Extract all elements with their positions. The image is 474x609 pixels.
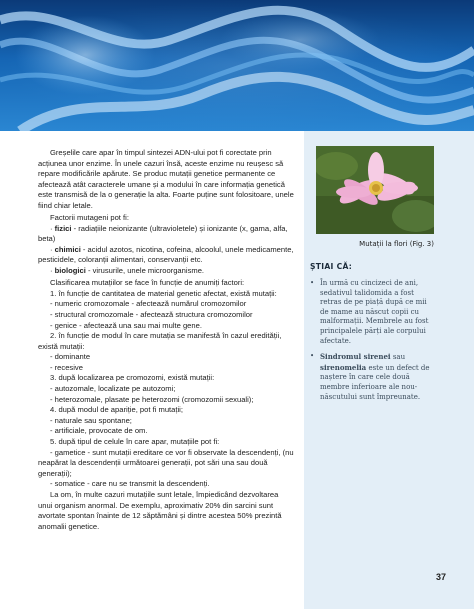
- factor-item: · chimici - acidul azotos, nicotina, cofeina, alcoolul, unele medicamente, pesticidele, coloranții alimentari, conservanții etc.: [38, 244, 294, 265]
- class-3-item: - autozomale, localizate pe autozomi;: [50, 384, 176, 394]
- dna-banner-image: [0, 0, 474, 131]
- fact-text: este un defect de naștere în care cele două membre inferioare ale nou-născutului sunt împreunate.: [320, 363, 430, 401]
- factor-text: - radiațiile neionizante (ultravioletele) și ionizante (x, gama, alfa, beta): [38, 223, 288, 244]
- class-2-item: - recesive: [50, 362, 83, 372]
- class-1-item: - structural cromozomale - afectează structura cromozomilor: [50, 309, 253, 319]
- class-2-item: - dominante: [50, 352, 91, 362]
- fact-term: Sindromul sirenei: [320, 352, 391, 362]
- class-5-title: 5. după tipul de celule în care apar, mutațiile pot fi:: [50, 437, 220, 447]
- classification-title: Clasificarea mutațiilor se face în funcție de anumiți factori:: [50, 278, 245, 288]
- page-number: 37: [436, 572, 447, 582]
- factor-text: - virusurile, unele microorganisme.: [85, 266, 205, 276]
- class-4-title: 4. după modul de apariție, pot fi mutații;: [50, 405, 183, 415]
- class-5-item: - somatice - care nu se transmit la descendenți.: [50, 479, 210, 489]
- fact-text: sau: [390, 353, 406, 362]
- class-1-item: - numeric cromozomale - afectează numărul cromozomilor: [50, 299, 247, 309]
- class-1-item: - genice - afectează una sau mai multe gene.: [50, 320, 202, 330]
- figure-caption: Mutații la flori (Fig. 3): [359, 240, 434, 248]
- fact-item: [310, 279, 430, 346]
- class-3-item: - heterozomale, plasate pe heterozomi (cromozomii sexuali);: [50, 394, 254, 404]
- did-you-know-title: ȘTIAI CĂ:: [310, 262, 353, 271]
- flower-illustration: [316, 146, 434, 234]
- factors-title: Factorii mutageni pot fi:: [50, 213, 129, 223]
- main-text: [38, 148, 294, 532]
- intro-paragraph: Greșelile care apar în timpul sintezei ADN-ului pot fi corectate prin acțiunea unor enzime. În unele cazuri însă, aceste enzime nu reușesc să repare modificările apărute. Se produc mutații genetice permanente ce afectează atât caracterele umane și a modului în care informația genetică este transmisă de la o generație la alta. Foarte puține sunt folositoare, unele fiind chiar letale.: [38, 148, 294, 210]
- factor-item: · biologici - virusurile, unele microorganisme.: [50, 266, 205, 276]
- factor-label: fizici: [54, 223, 72, 233]
- class-5-item: - gametice - sunt mutații ereditare ce vor fi observate la descendenți, (nu neapărat la descendenții următoarei generații, pot sări una sau două generații);: [38, 447, 294, 478]
- dna-illustration: [0, 0, 474, 131]
- fact-term: sirenomelia: [320, 362, 367, 372]
- fact-text: În urmă cu cincizeci de ani, sedativul talidomida a fost retras de pe piață după ce mii de mame au născut copii cu malformații. Membrele au fost principalele părți ale corpului afectate.: [320, 279, 429, 345]
- class-4-item: - artificiale, provocate de om.: [50, 426, 148, 436]
- factor-label: biologici: [54, 266, 86, 276]
- class-1-title: 1. în funcție de cantitatea de material genetic afectat, există mutații:: [50, 288, 277, 298]
- class-3-title: 3. după localizarea pe cromozomi, există mutații:: [50, 373, 215, 383]
- closing-paragraph: La om, în multe cazuri mutațiile sunt letale, împiedicând dezvoltarea unui organism anormal. De exemplu, aproximativ 20% din sarcini sunt avortate spontan înainte de 12 săptămâni și dintre acestea 50% prezintă anomalii genetice.: [38, 490, 282, 531]
- did-you-know-list: [310, 279, 430, 408]
- fact-item: [310, 352, 430, 402]
- bullet: •: [310, 279, 315, 287]
- bullet: •: [310, 352, 315, 361]
- flower-photo: [316, 146, 434, 234]
- factor-text: - acidul azotos, nicotina, cofeina, alcoolul, unele medicamente, pesticidele, coloranții alimentari, conservanții etc.: [38, 244, 294, 265]
- factor-item: · fizici - radiațiile neionizante (ultravioletele) și ionizante (x, gama, alfa, beta): [38, 223, 288, 244]
- class-4-item: - naturale sau spontane;: [50, 415, 132, 425]
- factor-label: chimici: [54, 244, 81, 254]
- class-2-title: 2. în funcție de modul în care mutația se manifestă în cazul eredității, există mutații:: [38, 331, 282, 351]
